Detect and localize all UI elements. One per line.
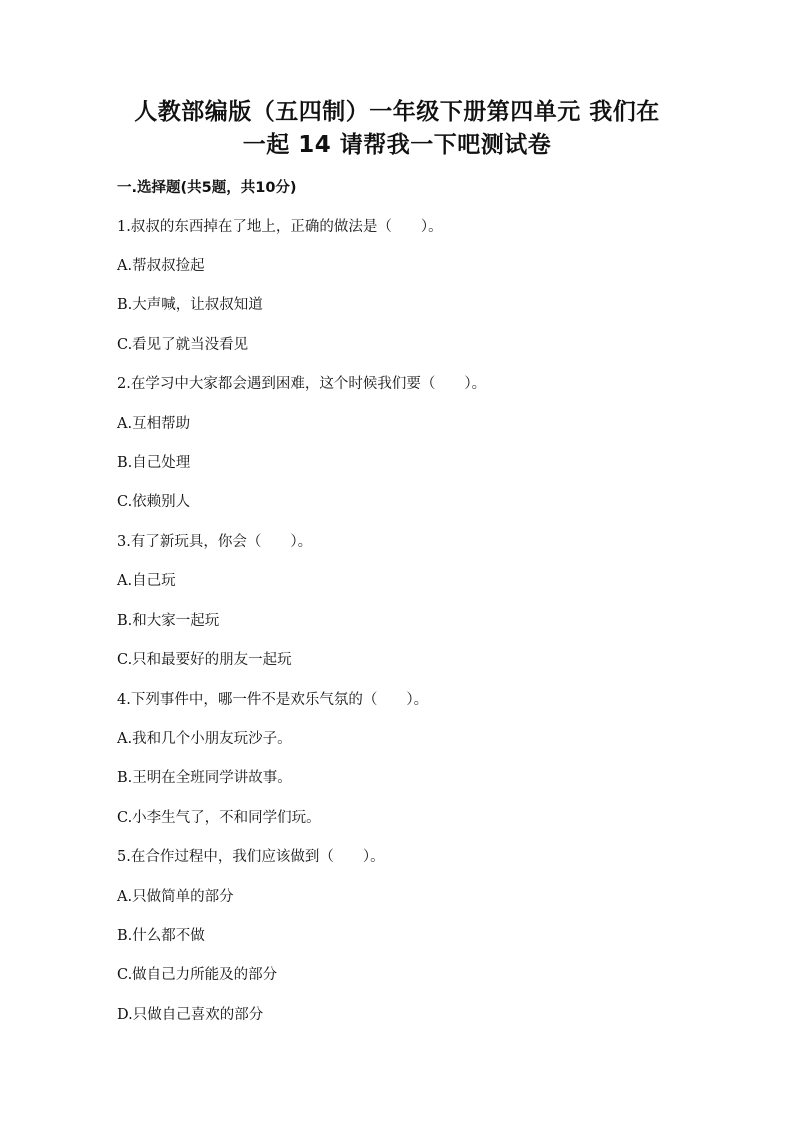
document-title-line-1: 人教部编版（五四制）一年级下册第四单元 我们在 — [134, 99, 660, 125]
question-2-option-c: C.依赖别人 — [117, 494, 191, 510]
question-3-option-a: A.自己玩 — [117, 573, 176, 589]
question-2-stem: 2.在学习中大家都会遇到困难，这个时候我们要（ ）。 — [117, 376, 487, 392]
question-5-option-d: D.只做自己喜欢的部分 — [117, 1007, 264, 1023]
question-4-option-a: A.我和几个小朋友玩沙子。 — [117, 731, 292, 747]
question-4-option-c: C.小李生气了，不和同学们玩。 — [117, 810, 321, 826]
question-1-option-b: B.大声喊，让叔叔知道 — [117, 297, 263, 313]
question-5-stem: 5.在合作过程中，我们应该做到（ ）。 — [117, 849, 385, 865]
question-3-option-c: C.只和最要好的朋友一起玩 — [117, 652, 292, 668]
question-5-option-c: C.做自己力所能及的部分 — [117, 967, 278, 983]
question-2-option-a: A.互相帮助 — [117, 416, 191, 432]
question-5-option-b: B.什么都不做 — [117, 928, 205, 944]
question-3-stem: 3.有了新玩具，你会（ ）。 — [117, 534, 313, 550]
question-5-option-a: A.只做简单的部分 — [117, 889, 234, 905]
question-2-option-b: B.自己处理 — [117, 455, 191, 471]
section-heading: 一.选择题(共5题，共10分) — [117, 180, 297, 196]
question-4-option-b: B.王明在全班同学讲故事。 — [117, 770, 292, 786]
question-3-option-b: B.和大家一起玩 — [117, 613, 220, 629]
question-1-stem: 1.叔叔的东西掉在了地上，正确的做法是（ ）。 — [117, 219, 443, 235]
document-title-line-2: 一起 14 请帮我一下吧测试卷 — [242, 132, 552, 158]
question-1-option-c: C.看见了就当没看见 — [117, 337, 249, 353]
question-4-stem: 4.下列事件中，哪一件不是欢乐气氛的（ ）。 — [117, 692, 429, 708]
question-1-option-a: A.帮叔叔捡起 — [117, 258, 205, 274]
